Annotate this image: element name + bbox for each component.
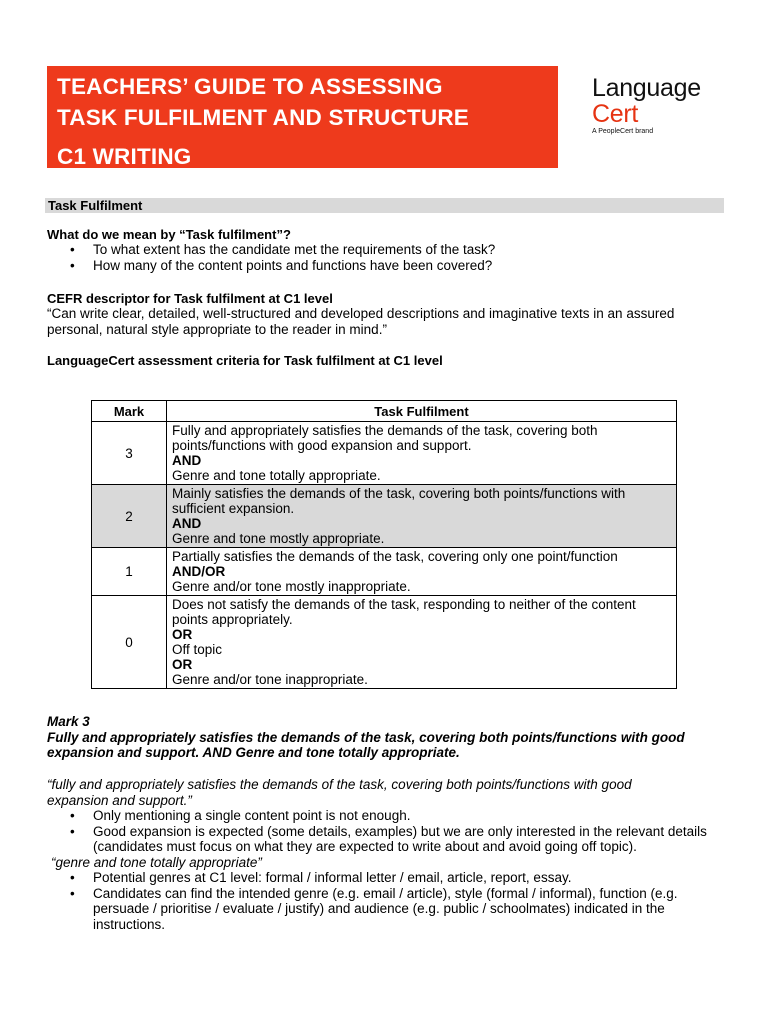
languagecert-logo [592,75,701,135]
title-banner [47,66,558,168]
description-line: Partially satisfies the demands of the task, covering only one point/function [172,549,618,564]
mark-cell: 3 [92,422,167,485]
table-row [92,596,677,689]
mark3-quote-line-2: expansion and support.” [47,792,192,808]
mark3-summary-line-2: expansion and support. AND Genre and tone totally appropriate. [47,745,460,760]
logo-word-cert: Cert [592,100,639,128]
mark3-block [47,714,727,761]
criteria-heading: LanguageCert assessment criteria for Task fulfilment at C1 level [47,353,443,368]
description-line: points appropriately. [172,612,293,627]
list-item: • Good expansion is expected (some details, examples) but we are only interested in the relevant details (candidates must focus on what they are expected to write about and avoid going off topic). [47,824,727,855]
description-line: sufficient expansion. [172,501,295,516]
mark3-quote-line-1: “fully and appropriately satisfies the demands of the task, covering both points/functions with good [47,777,632,792]
mark-cell: 0 [92,596,167,689]
mark3-summary-line-1: Fully and appropriately satisfies the demands of the task, covering both points/functions with good [47,729,685,745]
mark3-label: Mark 3 [47,714,90,729]
logo-word-language: Language [592,74,701,102]
description-line: AND/OR [172,564,226,579]
description-line: Off topic [172,642,223,657]
table-row [92,422,677,485]
description-cell [167,548,677,596]
description-line: Genre and tone mostly appropriate. [172,531,385,546]
definition-heading: What do we mean by “Task fulfilment”? [47,227,291,242]
description-line: OR [172,657,193,672]
description-line: Fully and appropriately satisfies the demands of the task, covering both [172,423,598,438]
mark3-quote-block [47,777,727,932]
list-item: • Potential genres at C1 level: formal / informal letter / email, article, report, essay. [47,870,727,886]
description-cell [167,485,677,548]
description-line: OR [172,627,193,642]
title-line-1: TEACHERS’ GUIDE TO ASSESSING [57,74,443,99]
mark-cell: 1 [92,548,167,596]
description-line: Genre and tone totally appropriate. [172,468,381,483]
description-line: Genre and/or tone inappropriate. [172,672,368,687]
description-line: AND [172,453,202,468]
description-cell [167,596,677,689]
cefr-quote-line-1: “Can write clear, detailed, well-structured and developed descriptions and imaginative texts in an assured [47,306,675,321]
section-title-bar: Task Fulfilment [45,198,724,213]
table-row [92,548,677,596]
list-item: • How many of the content points and functions have been covered? [47,258,495,274]
description-line: Genre and/or tone mostly inappropriate. [172,579,411,594]
title-line-3: C1 WRITING [57,144,192,169]
cefr-heading: CEFR descriptor for Task fulfilment at C1 level [47,291,333,306]
expansion-bullets [47,808,727,855]
list-item: • Candidates can find the intended genre (e.g. email / article), style (formal / informal), function (e.g. persuade / prioritise / evaluate / justify) and audience (e.g. public / schoolmates) indicated in the instructions. [47,886,727,933]
definition-bullets [47,242,495,273]
title-line-2: TASK FULFILMENT AND STRUCTURE [57,105,470,130]
table-header-row [92,401,677,422]
description-line: Mainly satisfies the demands of the task, covering both points/functions with [172,486,626,501]
table-row [92,485,677,548]
genre-bullets [47,870,727,932]
column-header-task-fulfilment: Task Fulfilment [167,401,677,422]
criteria-table [91,400,677,689]
description-line: points/functions with good expansion and support. [172,438,472,453]
description-line: Does not satisfy the demands of the task, responding to neither of the content [172,597,636,612]
logo-tagline: A PeopleCert brand [592,128,654,135]
genre-quote: “genre and tone totally appropriate” [51,854,262,870]
description-cell [167,422,677,485]
list-item: • To what extent has the candidate met the requirements of the task? [47,242,495,258]
column-header-mark: Mark [92,401,167,422]
list-item: • Only mentioning a single content point is not enough. [47,808,727,824]
cefr-block [47,291,674,337]
cefr-quote-line-2: personal, natural style appropriate to the reader in mind.” [47,321,387,337]
description-line: AND [172,516,202,531]
mark-cell: 2 [92,485,167,548]
definition-block [47,227,495,273]
